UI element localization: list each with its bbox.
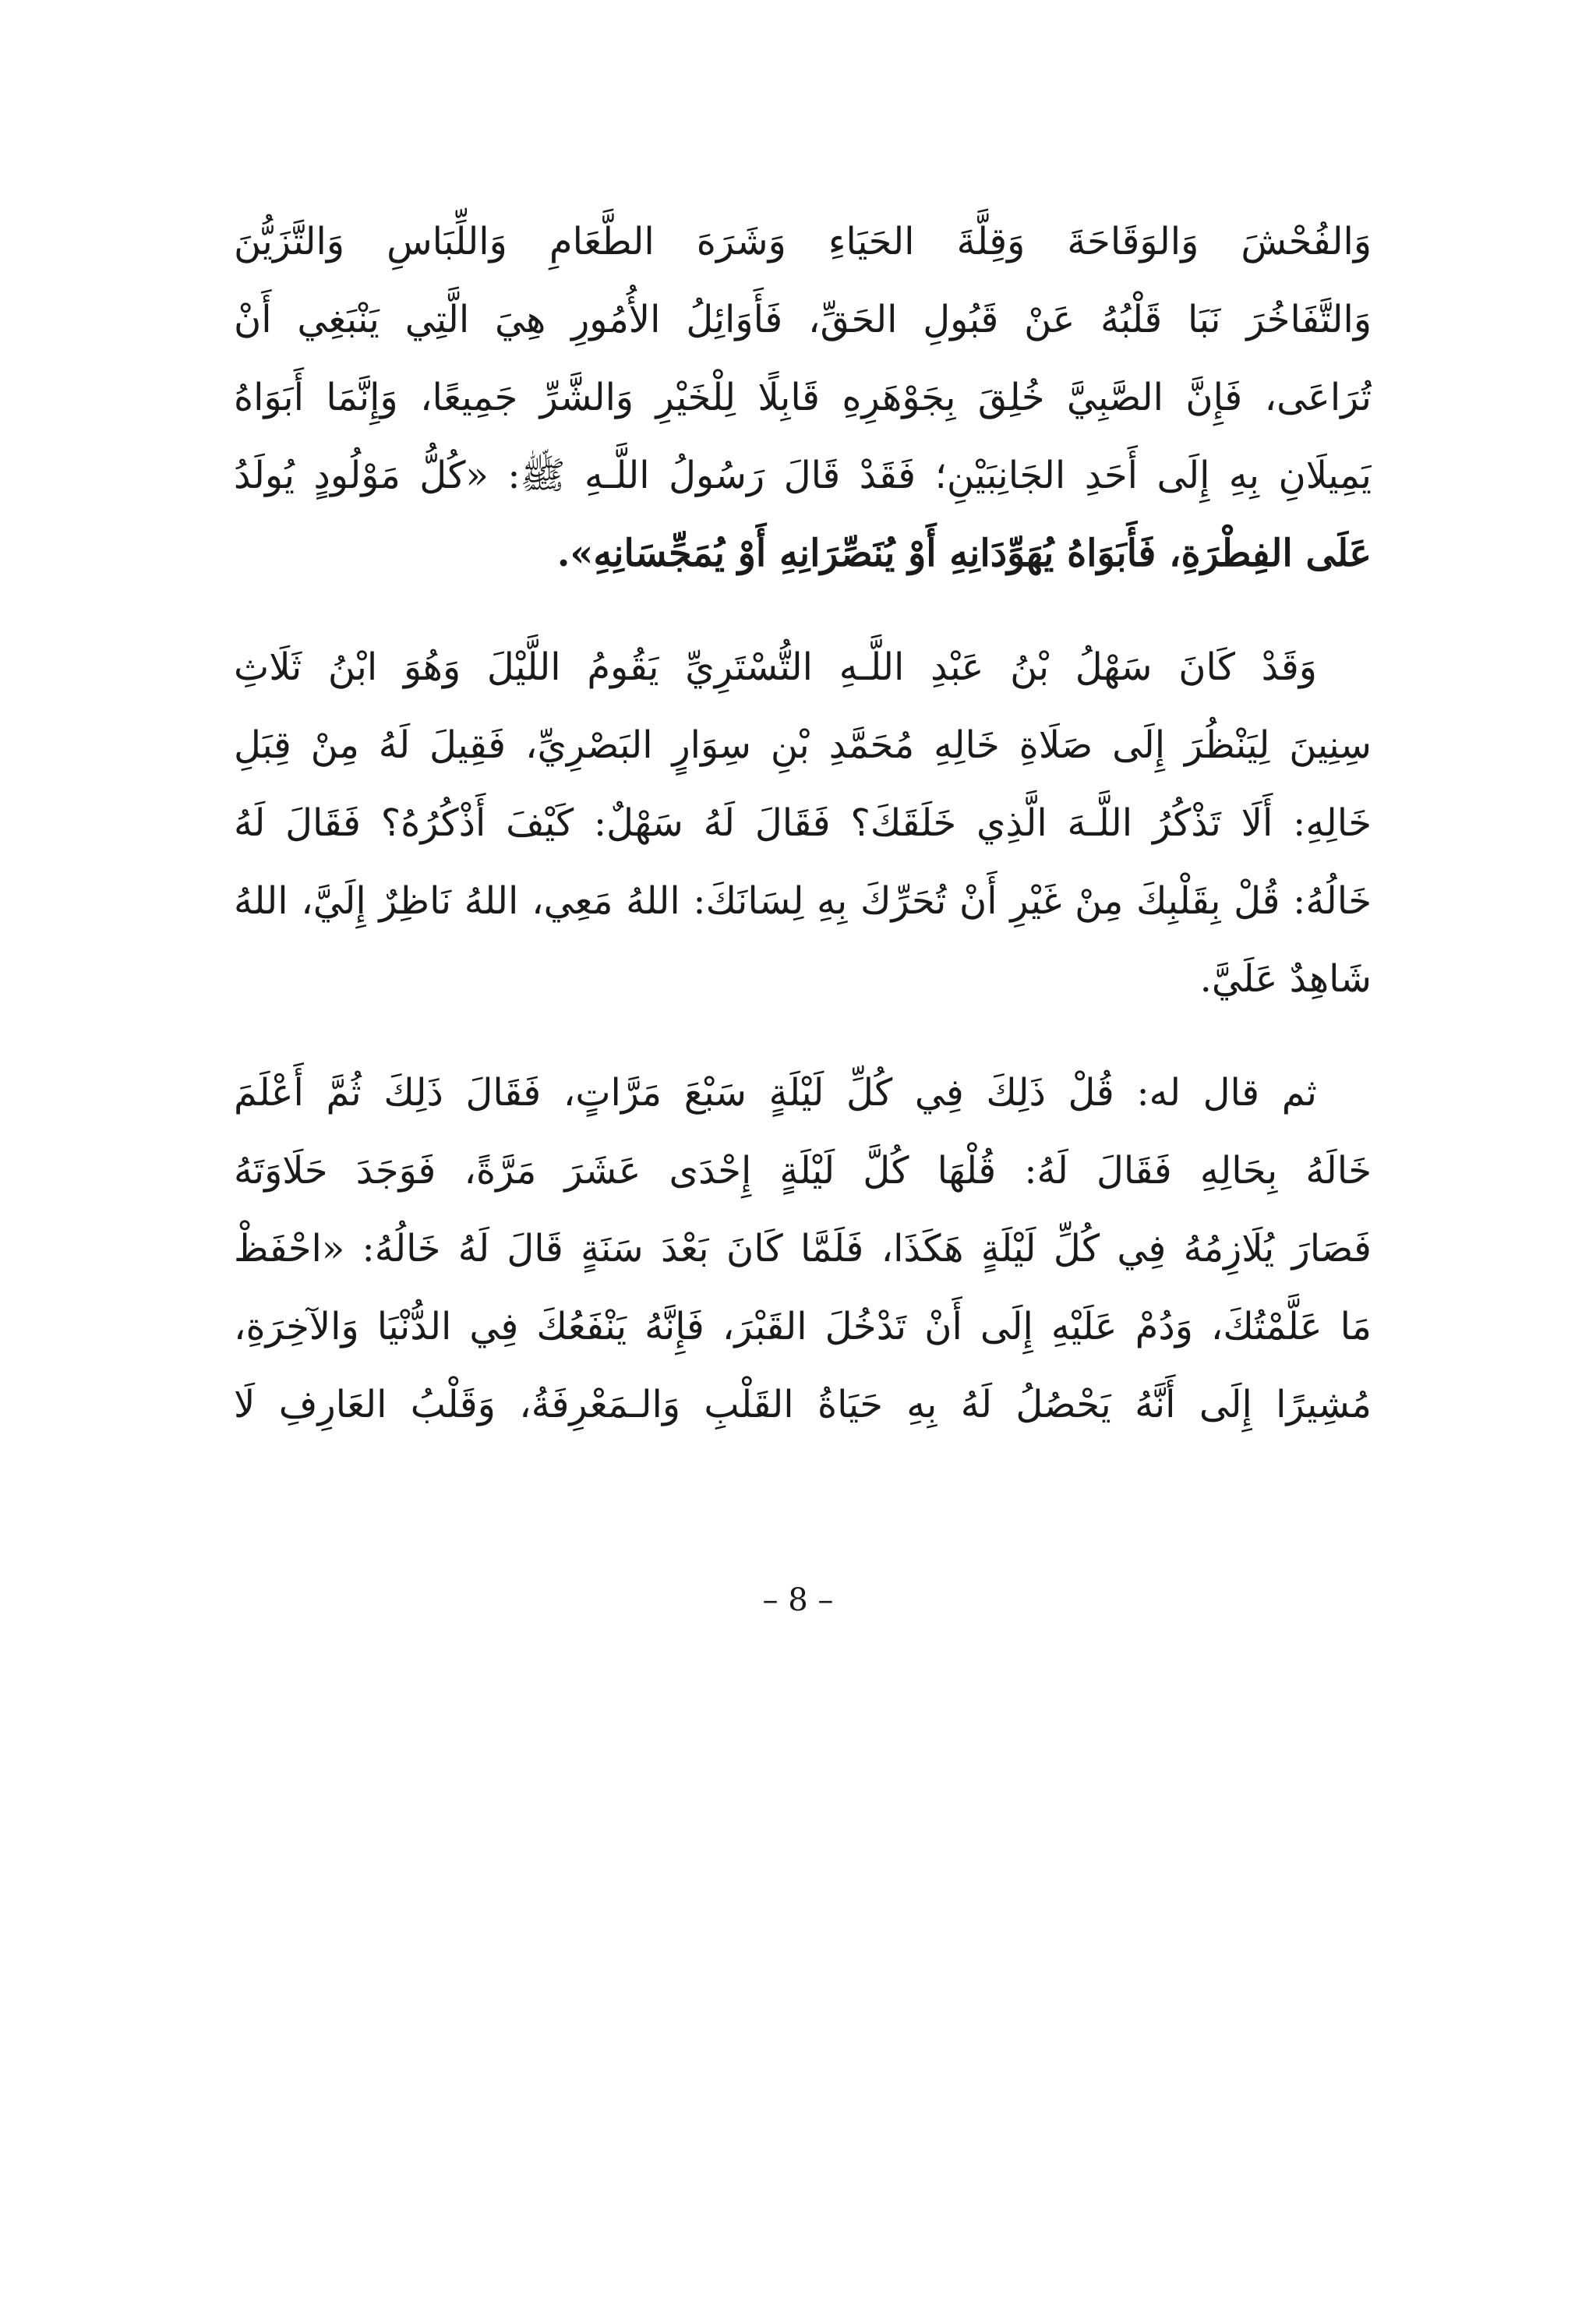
text-line: خَالَهُ بِحَالِهِ فَقَالَ لَهُ: قُلْهَا كُلَّ لَيْلَةٍ إِحْدَى عَشَرَ مَرَّةً، فَوَجَدَ حَلَاوَتَهُ: [234, 1149, 1372, 1193]
text-line: يَمِيلَانِ بِهِ إِلَى أَحَدِ الجَانِبَيْنِ؛ فَقَدْ قَالَ رَسُولُ اللَّـهِ ﷺ: «كُلُّ مَوْلُودٍ يُولَدُ: [234, 454, 1372, 497]
text-line: شَاهِدٌ عَلَيَّ.: [1199, 957, 1372, 1001]
text-line: سِنِينَ لِيَنْظُرَ إِلَى صَلَاةِ خَالِهِ مُحَمَّدِ بْنِ سِوَارٍ البَصْرِيِّ، فَقِيلَ لَهُ مِنْ قِبَلِ: [234, 723, 1372, 767]
page-number: – 8 –: [762, 1582, 834, 1618]
text-line: وَالتَّفَاخُرَ نَبَا قَلْبُهُ عَنْ قَبُولِ الحَقِّ، فَأَوَائِلُ الأُمُورِ هِيَ الَّتِي يَنْبَغِي أَنْ: [234, 298, 1372, 341]
body-text: [234, 203, 1372, 1444]
text-line: خَالِهِ: أَلَا تَذْكُرُ اللَّـهَ الَّذِي خَلَقَكَ؟ فَقَالَ لَهُ سَهْلٌ: كَيْفَ أَذْكُرُهُ؟ فَقَالَ لَهُ: [234, 801, 1372, 845]
text-line: وَالفُحْشَ وَالوَقَاحَةَ وَقِلَّةَ الحَيَاءِ وَشَرَهَ الطَّعَامِ وَاللِّبَاسِ وَالتَّزَيُّنَ: [234, 220, 1372, 263]
text-line: مُشِيرًا إِلَى أَنَّهُ يَحْصُلُ لَهُ بِهِ حَيَاةُ القَلْبِ وَالـمَعْرِفَةُ، وَقَلْبُ العَارِفِ لَا: [234, 1383, 1372, 1426]
text-line: وَقَدْ كَانَ سَهْلُ بْنُ عَبْدِ اللَّـهِ التُّسْتَرِيِّ يَقُومُ اللَّيْلَ وَهُوَ ابْنُ ثَلَاثِ: [234, 645, 1317, 689]
text-line: مَا عَلَّمْتُكَ، وَدُمْ عَلَيْهِ إِلَى أَنْ تَدْخُلَ القَبْرَ، فَإِنَّهُ يَنْفَعُكَ فِي الدُّنْيَا وَالآخِرَةِ،: [234, 1305, 1372, 1348]
paragraph-spacer: [234, 1018, 1372, 1054]
text-line: خَالُهُ: قُلْ بِقَلْبِكَ مِنْ غَيْرِ أَنْ تُحَرِّكَ بِهِ لِسَانَكَ: اللهُ مَعِي، اللهُ نَاظِرٌ إِلَيَّ، اللهُ: [234, 879, 1372, 923]
text-line: تُرَاعَى، فَإِنَّ الصَّبِيَّ خُلِقَ بِجَوْهَرِهِ قَابِلًا لِلْخَيْرِ وَالشَّرِّ جَمِيعًا، وَإِنَّمَا أَبَوَاهُ: [234, 376, 1372, 419]
paragraph-1: [234, 203, 1372, 592]
paragraph-2: [234, 628, 1372, 1018]
text-line: ثم قال له: قُلْ ذَلِكَ فِي كُلِّ لَيْلَةٍ سَبْعَ مَرَّاتٍ، فَقَالَ ذَلِكَ ثُمَّ أَعْلَمَ: [234, 1071, 1317, 1115]
paragraph-3: [234, 1054, 1372, 1444]
hadith-text-line: عَلَى الفِطْرَةِ، فَأَبَوَاهُ يُهَوِّدَانِهِ أَوْ يُنَصِّرَانِهِ أَوْ يُمَجِّسَانِهِ».: [556, 532, 1372, 575]
text-line: فَصَارَ يُلَازِمُهُ فِي كُلِّ لَيْلَةٍ هَكَذَا، فَلَمَّا كَانَ بَعْدَ سَنَةٍ قَالَ لَهُ خَالُهُ: «احْفَظْ: [234, 1227, 1372, 1271]
paragraph-spacer: [234, 592, 1372, 628]
